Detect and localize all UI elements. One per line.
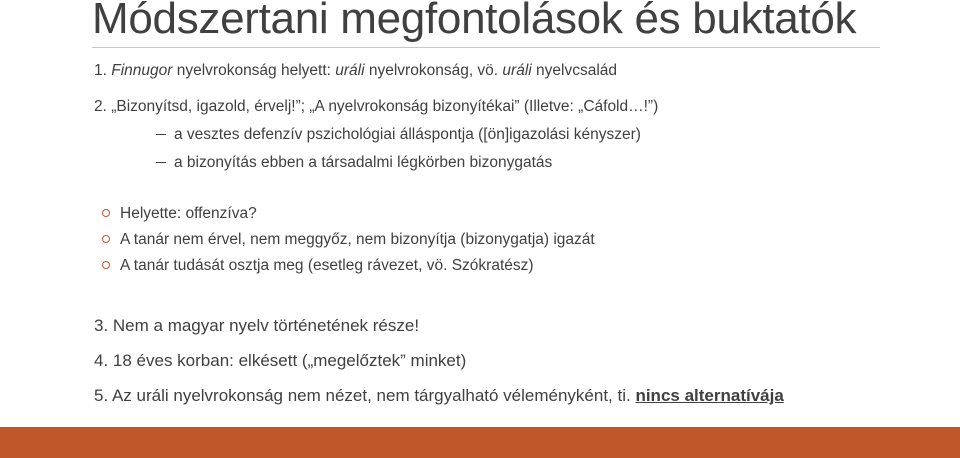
item-1-text: nyelvrokonság helyett: [172, 62, 336, 79]
circle-bullet-icon [102, 209, 110, 217]
bullet-3-text: A tanár tudását osztja meg (esetleg rávezet, vö. Szókratész) [120, 257, 534, 274]
bullet-1-text: Helyette: offenzíva? [120, 205, 257, 222]
item-2-sub-b [156, 154, 552, 172]
item-1-italic-urali: uráli [335, 62, 365, 79]
item-2-sub-b-text: a bizonyítás ebben a társadalmi légkörben bizonygatás [174, 154, 553, 171]
bullet-2-text: A tanár nem érvel, nem meggyőz, nem bizonyítja (bizonygatja) igazát [120, 231, 595, 248]
item-5-emphasis: nincs alternatívája [635, 386, 784, 405]
dash-icon [156, 134, 166, 135]
item-2-sub-a [156, 126, 641, 144]
footer-bar [0, 427, 960, 458]
circle-bullet-icon [102, 261, 110, 269]
dash-icon [156, 162, 166, 163]
item-1-text-end: nyelvcsalád [531, 62, 618, 79]
bullet-2 [102, 231, 595, 249]
item-1-italic-urali-2: uráli [502, 62, 532, 79]
item-2: 2. „Bizonyítsd, igazold, érvelj!”; „A nyelvrokonság bizonyítékai” (Illetve: „Cáfold…!”) [94, 98, 659, 115]
item-1 [94, 62, 617, 80]
item-4: 4. 18 éves korban: elkésett („megelőztek” minket) [94, 351, 467, 370]
circle-bullet-icon [102, 235, 110, 243]
page-title: Módszertani megfontolások és buktatók [92, 0, 857, 43]
item-2-sub-a-text: a vesztes defenzív pszichológiai álláspontja ([ön]igazolási kényszer) [174, 126, 641, 143]
bullet-3 [102, 257, 534, 275]
title-divider [92, 47, 880, 48]
item-5 [94, 386, 784, 406]
bullet-1 [102, 205, 257, 223]
item-5-text: 5. Az uráli nyelvrokonság nem nézet, nem tárgyalható véleményként, ti. [94, 386, 636, 405]
item-3: 3. Nem a magyar nyelv történetének része! [94, 316, 420, 335]
item-1-number: 1. [94, 62, 112, 79]
item-1-text-2: nyelvrokonság, vö. [364, 62, 503, 79]
item-1-italic-finnugor: Finnugor [111, 62, 173, 79]
